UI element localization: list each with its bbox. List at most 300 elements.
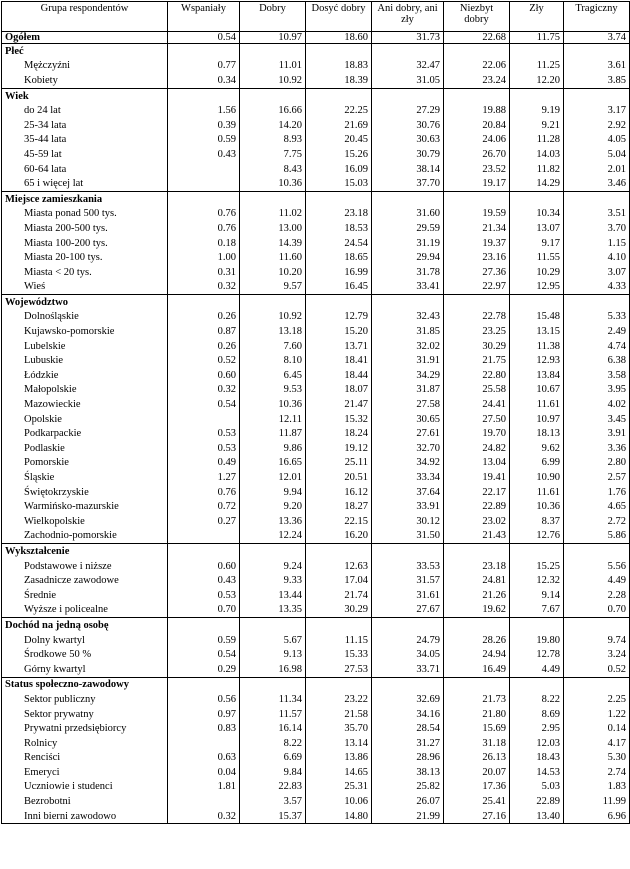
value-cell: 18.65 xyxy=(306,250,372,265)
table-row xyxy=(2,499,630,514)
value-cell xyxy=(168,412,240,427)
value-cell: 21.80 xyxy=(444,707,510,722)
value-cell: 14.65 xyxy=(306,765,372,780)
value-cell: 32.70 xyxy=(372,441,444,456)
value-cell: 9.14 xyxy=(510,588,564,603)
header-cell: Wspaniały xyxy=(168,2,240,32)
value-cell: 8.22 xyxy=(240,736,306,751)
table-row xyxy=(2,794,630,809)
value-cell: 3.46 xyxy=(564,176,630,191)
value-cell: 33.41 xyxy=(372,280,444,295)
value-cell xyxy=(168,794,240,809)
value-cell: 13.04 xyxy=(444,456,510,471)
value-cell: 1.83 xyxy=(564,780,630,795)
value-cell: 25.11 xyxy=(306,456,372,471)
empty-cell xyxy=(240,191,306,206)
table-row xyxy=(2,647,630,662)
value-cell: 0.87 xyxy=(168,324,240,339)
value-cell: 24.79 xyxy=(372,633,444,648)
table-row xyxy=(2,368,630,383)
value-cell: 13.40 xyxy=(510,809,564,824)
table-row xyxy=(2,265,630,280)
table-row xyxy=(2,662,630,677)
value-cell: 30.29 xyxy=(306,603,372,618)
value-cell: 9.74 xyxy=(564,633,630,648)
group-header-row xyxy=(2,677,630,692)
value-cell: 22.78 xyxy=(444,310,510,325)
value-cell: 16.49 xyxy=(444,662,510,677)
value-cell: 34.05 xyxy=(372,647,444,662)
value-cell: 31.05 xyxy=(372,73,444,88)
value-cell: 7.60 xyxy=(240,339,306,354)
value-cell: 2.49 xyxy=(564,324,630,339)
row-label: Zachodnio-pomorskie xyxy=(2,529,168,544)
value-cell: 4.74 xyxy=(564,339,630,354)
value-cell: 0.32 xyxy=(168,809,240,824)
table-row xyxy=(2,133,630,148)
value-cell: 15.33 xyxy=(306,647,372,662)
value-cell: 31.18 xyxy=(444,736,510,751)
value-cell: 32.43 xyxy=(372,310,444,325)
value-cell: 0.43 xyxy=(168,573,240,588)
value-cell: 2.25 xyxy=(564,692,630,707)
table-row xyxy=(2,809,630,824)
value-cell: 31.57 xyxy=(372,573,444,588)
value-cell: 10.97 xyxy=(240,32,306,44)
value-cell: 10.67 xyxy=(510,383,564,398)
empty-cell xyxy=(372,44,444,59)
value-cell: 15.03 xyxy=(306,176,372,191)
value-cell: 9.24 xyxy=(240,559,306,574)
value-cell: 3.36 xyxy=(564,441,630,456)
value-cell: 3.45 xyxy=(564,412,630,427)
row-label: Miasta 20-100 tys. xyxy=(2,250,168,265)
row-label: Emeryci xyxy=(2,765,168,780)
value-cell: 31.87 xyxy=(372,383,444,398)
table-row xyxy=(2,162,630,177)
value-cell: 11.99 xyxy=(564,794,630,809)
header-cell: Grupa respondentów xyxy=(2,2,168,32)
row-label: Podkarpackie xyxy=(2,426,168,441)
value-cell: 26.70 xyxy=(444,147,510,162)
value-cell: 9.20 xyxy=(240,499,306,514)
table-row xyxy=(2,588,630,603)
value-cell: 27.67 xyxy=(372,603,444,618)
value-cell: 19.41 xyxy=(444,470,510,485)
value-cell: 34.16 xyxy=(372,707,444,722)
empty-cell xyxy=(240,295,306,310)
table-row xyxy=(2,529,630,544)
group-header-row xyxy=(2,44,630,59)
empty-cell xyxy=(168,88,240,103)
value-cell: 3.70 xyxy=(564,221,630,236)
row-label: Opolskie xyxy=(2,412,168,427)
row-label: Miasta ponad 500 tys. xyxy=(2,207,168,222)
value-cell: 18.83 xyxy=(306,59,372,74)
empty-cell xyxy=(306,88,372,103)
empty-cell xyxy=(564,191,630,206)
value-cell: 12.79 xyxy=(306,310,372,325)
table-row xyxy=(2,780,630,795)
value-cell: 0.70 xyxy=(564,603,630,618)
value-cell: 8.22 xyxy=(510,692,564,707)
value-cell: 23.25 xyxy=(444,324,510,339)
results-table xyxy=(1,1,630,824)
value-cell: 13.86 xyxy=(306,751,372,766)
empty-cell xyxy=(372,618,444,633)
value-cell: 31.85 xyxy=(372,324,444,339)
value-cell: 1.22 xyxy=(564,707,630,722)
value-cell: 2.72 xyxy=(564,514,630,529)
row-label: Lubuskie xyxy=(2,353,168,368)
row-label: Mężczyźni xyxy=(2,59,168,74)
value-cell: 0.70 xyxy=(168,603,240,618)
table-row xyxy=(2,633,630,648)
value-cell: 3.95 xyxy=(564,383,630,398)
value-cell: 9.17 xyxy=(510,236,564,251)
table-row xyxy=(2,353,630,368)
value-cell: 8.37 xyxy=(510,514,564,529)
value-cell: 12.11 xyxy=(240,412,306,427)
value-cell: 4.10 xyxy=(564,250,630,265)
value-cell: 11.75 xyxy=(510,32,564,44)
table-row xyxy=(2,310,630,325)
value-cell: 6.69 xyxy=(240,751,306,766)
value-cell: 0.27 xyxy=(168,514,240,529)
value-cell: 20.07 xyxy=(444,765,510,780)
value-cell: 25.31 xyxy=(306,780,372,795)
value-cell: 15.69 xyxy=(444,721,510,736)
row-label: 25-34 lata xyxy=(2,118,168,133)
value-cell: 16.65 xyxy=(240,456,306,471)
value-cell: 9.33 xyxy=(240,573,306,588)
value-cell: 10.34 xyxy=(510,207,564,222)
empty-cell xyxy=(168,191,240,206)
group-header-row xyxy=(2,544,630,559)
total-row xyxy=(2,32,630,44)
empty-cell xyxy=(510,191,564,206)
value-cell: 30.12 xyxy=(372,514,444,529)
value-cell: 3.74 xyxy=(564,32,630,44)
table-row xyxy=(2,147,630,162)
row-label: Sektor publiczny xyxy=(2,692,168,707)
value-cell: 15.48 xyxy=(510,310,564,325)
value-cell: 28.26 xyxy=(444,633,510,648)
row-label: Zasadnicze zawodowe xyxy=(2,573,168,588)
group-name: Płeć xyxy=(2,44,168,59)
value-cell: 0.83 xyxy=(168,721,240,736)
value-cell: 15.32 xyxy=(306,412,372,427)
value-cell: 22.83 xyxy=(240,780,306,795)
value-cell: 6.99 xyxy=(510,456,564,471)
value-cell: 27.50 xyxy=(444,412,510,427)
empty-cell xyxy=(372,544,444,559)
header-cell: Dobry xyxy=(240,2,306,32)
value-cell: 1.56 xyxy=(168,103,240,118)
table-row xyxy=(2,383,630,398)
row-label: Pomorskie xyxy=(2,456,168,471)
row-label: 35-44 lata xyxy=(2,133,168,148)
value-cell: 34.29 xyxy=(372,368,444,383)
value-cell: 8.93 xyxy=(240,133,306,148)
value-cell: 0.26 xyxy=(168,339,240,354)
value-cell: 35.70 xyxy=(306,721,372,736)
value-cell: 11.28 xyxy=(510,133,564,148)
value-cell: 2.01 xyxy=(564,162,630,177)
empty-cell xyxy=(510,677,564,692)
empty-cell xyxy=(564,618,630,633)
value-cell: 22.68 xyxy=(444,32,510,44)
row-label: do 24 lat xyxy=(2,103,168,118)
row-label: Średnie xyxy=(2,588,168,603)
value-cell: 1.15 xyxy=(564,236,630,251)
value-cell: 4.65 xyxy=(564,499,630,514)
value-cell: 13.18 xyxy=(240,324,306,339)
value-cell: 3.51 xyxy=(564,207,630,222)
value-cell: 16.12 xyxy=(306,485,372,500)
value-cell: 18.27 xyxy=(306,499,372,514)
value-cell: 2.80 xyxy=(564,456,630,471)
value-cell: 24.81 xyxy=(444,573,510,588)
row-label: Dolnośląskie xyxy=(2,310,168,325)
empty-cell xyxy=(444,618,510,633)
row-label: Świętokrzyskie xyxy=(2,485,168,500)
table-row xyxy=(2,324,630,339)
group-name: Wiek xyxy=(2,88,168,103)
table-row xyxy=(2,339,630,354)
value-cell: 10.29 xyxy=(510,265,564,280)
value-cell: 0.14 xyxy=(564,721,630,736)
value-cell: 17.36 xyxy=(444,780,510,795)
value-cell: 16.09 xyxy=(306,162,372,177)
empty-cell xyxy=(168,295,240,310)
value-cell: 10.90 xyxy=(510,470,564,485)
row-label: 45-59 lat xyxy=(2,147,168,162)
value-cell: 11.15 xyxy=(306,633,372,648)
value-cell: 1.27 xyxy=(168,470,240,485)
value-cell: 37.70 xyxy=(372,176,444,191)
value-cell: 13.71 xyxy=(306,339,372,354)
value-cell: 19.17 xyxy=(444,176,510,191)
value-cell: 27.61 xyxy=(372,426,444,441)
value-cell: 23.24 xyxy=(444,73,510,88)
value-cell: 0.49 xyxy=(168,456,240,471)
empty-cell xyxy=(168,677,240,692)
value-cell: 10.36 xyxy=(240,397,306,412)
value-cell: 13.44 xyxy=(240,588,306,603)
value-cell: 13.36 xyxy=(240,514,306,529)
value-cell: 16.99 xyxy=(306,265,372,280)
value-cell: 24.82 xyxy=(444,441,510,456)
row-label: Łódzkie xyxy=(2,368,168,383)
value-cell: 24.54 xyxy=(306,236,372,251)
empty-cell xyxy=(240,618,306,633)
row-label: Wyższe i policealne xyxy=(2,603,168,618)
value-cell: 8.10 xyxy=(240,353,306,368)
value-cell: 26.13 xyxy=(444,751,510,766)
value-cell: 0.53 xyxy=(168,426,240,441)
value-cell: 0.77 xyxy=(168,59,240,74)
header-cell: Dosyć dobry xyxy=(306,2,372,32)
value-cell: 10.36 xyxy=(240,176,306,191)
value-cell: 9.94 xyxy=(240,485,306,500)
value-cell: 21.34 xyxy=(444,221,510,236)
row-label: Podstawowe i niższe xyxy=(2,559,168,574)
value-cell: 21.73 xyxy=(444,692,510,707)
value-cell: 0.43 xyxy=(168,147,240,162)
value-cell: 30.76 xyxy=(372,118,444,133)
total-label: Ogółem xyxy=(2,32,168,44)
value-cell: 27.53 xyxy=(306,662,372,677)
value-cell: 10.92 xyxy=(240,73,306,88)
value-cell: 19.62 xyxy=(444,603,510,618)
empty-cell xyxy=(306,677,372,692)
value-cell: 0.59 xyxy=(168,133,240,148)
value-cell: 16.20 xyxy=(306,529,372,544)
header-row xyxy=(2,2,630,32)
empty-cell xyxy=(564,295,630,310)
header-cell: Zły xyxy=(510,2,564,32)
value-cell: 2.92 xyxy=(564,118,630,133)
value-cell: 14.29 xyxy=(510,176,564,191)
value-cell: 4.05 xyxy=(564,133,630,148)
empty-cell xyxy=(306,295,372,310)
empty-cell xyxy=(564,544,630,559)
row-label: 60-64 lata xyxy=(2,162,168,177)
empty-cell xyxy=(168,44,240,59)
table-row xyxy=(2,118,630,133)
header-cell: Ani dobry, ani zły xyxy=(372,2,444,32)
value-cell: 19.37 xyxy=(444,236,510,251)
value-cell: 5.86 xyxy=(564,529,630,544)
table-row xyxy=(2,426,630,441)
row-label: Prywatni przedsiębiorcy xyxy=(2,721,168,736)
row-label: Miasta 100-200 tys. xyxy=(2,236,168,251)
value-cell: 1.81 xyxy=(168,780,240,795)
value-cell: 27.16 xyxy=(444,809,510,824)
value-cell: 4.49 xyxy=(510,662,564,677)
empty-cell xyxy=(510,618,564,633)
value-cell: 0.63 xyxy=(168,751,240,766)
value-cell: 24.06 xyxy=(444,133,510,148)
value-cell: 32.69 xyxy=(372,692,444,707)
value-cell: 0.32 xyxy=(168,280,240,295)
value-cell: 23.22 xyxy=(306,692,372,707)
value-cell: 24.41 xyxy=(444,397,510,412)
empty-cell xyxy=(444,44,510,59)
value-cell: 9.53 xyxy=(240,383,306,398)
value-cell xyxy=(168,176,240,191)
value-cell: 23.18 xyxy=(444,559,510,574)
row-label: Podlaskie xyxy=(2,441,168,456)
value-cell: 5.33 xyxy=(564,310,630,325)
value-cell: 14.39 xyxy=(240,236,306,251)
value-cell: 18.60 xyxy=(306,32,372,44)
value-cell: 33.91 xyxy=(372,499,444,514)
row-label: Śląskie xyxy=(2,470,168,485)
empty-cell xyxy=(372,88,444,103)
group-name: Wykształcenie xyxy=(2,544,168,559)
group-header-row xyxy=(2,191,630,206)
value-cell: 33.34 xyxy=(372,470,444,485)
empty-cell xyxy=(240,544,306,559)
value-cell: 0.60 xyxy=(168,559,240,574)
value-cell: 0.53 xyxy=(168,588,240,603)
value-cell: 3.61 xyxy=(564,59,630,74)
table-row xyxy=(2,736,630,751)
value-cell: 23.02 xyxy=(444,514,510,529)
value-cell: 12.24 xyxy=(240,529,306,544)
value-cell: 12.20 xyxy=(510,73,564,88)
row-label: Małopolskie xyxy=(2,383,168,398)
table-row xyxy=(2,603,630,618)
row-label: Miasta < 20 tys. xyxy=(2,265,168,280)
value-cell: 12.01 xyxy=(240,470,306,485)
value-cell: 9.21 xyxy=(510,118,564,133)
value-cell: 25.41 xyxy=(444,794,510,809)
value-cell: 0.54 xyxy=(168,32,240,44)
value-cell: 4.33 xyxy=(564,280,630,295)
value-cell: 1.00 xyxy=(168,250,240,265)
value-cell: 3.57 xyxy=(240,794,306,809)
table-row xyxy=(2,236,630,251)
value-cell: 11.01 xyxy=(240,59,306,74)
value-cell: 23.16 xyxy=(444,250,510,265)
value-cell: 11.02 xyxy=(240,207,306,222)
value-cell: 14.53 xyxy=(510,765,564,780)
value-cell: 11.38 xyxy=(510,339,564,354)
table-body xyxy=(2,32,630,824)
value-cell: 22.17 xyxy=(444,485,510,500)
group-header-row xyxy=(2,295,630,310)
value-cell: 6.45 xyxy=(240,368,306,383)
value-cell: 0.29 xyxy=(168,662,240,677)
value-cell: 31.61 xyxy=(372,588,444,603)
value-cell: 0.54 xyxy=(168,397,240,412)
value-cell: 5.30 xyxy=(564,751,630,766)
value-cell: 18.43 xyxy=(510,751,564,766)
value-cell: 15.25 xyxy=(510,559,564,574)
value-cell: 0.97 xyxy=(168,707,240,722)
value-cell: 16.45 xyxy=(306,280,372,295)
value-cell: 12.93 xyxy=(510,353,564,368)
empty-cell xyxy=(240,677,306,692)
value-cell: 12.76 xyxy=(510,529,564,544)
value-cell: 16.98 xyxy=(240,662,306,677)
value-cell: 26.07 xyxy=(372,794,444,809)
value-cell: 0.53 xyxy=(168,441,240,456)
value-cell: 18.53 xyxy=(306,221,372,236)
empty-cell xyxy=(564,677,630,692)
value-cell: 0.76 xyxy=(168,221,240,236)
value-cell: 0.60 xyxy=(168,368,240,383)
value-cell: 21.99 xyxy=(372,809,444,824)
empty-cell xyxy=(372,191,444,206)
value-cell: 23.18 xyxy=(306,207,372,222)
value-cell: 25.82 xyxy=(372,780,444,795)
value-cell: 30.79 xyxy=(372,147,444,162)
row-label: Środkowe 50 % xyxy=(2,647,168,662)
table-row xyxy=(2,103,630,118)
value-cell: 10.36 xyxy=(510,499,564,514)
value-cell: 1.76 xyxy=(564,485,630,500)
value-cell: 22.89 xyxy=(510,794,564,809)
group-name: Województwo xyxy=(2,295,168,310)
value-cell: 10.06 xyxy=(306,794,372,809)
value-cell: 38.14 xyxy=(372,162,444,177)
value-cell: 8.69 xyxy=(510,707,564,722)
value-cell: 31.91 xyxy=(372,353,444,368)
